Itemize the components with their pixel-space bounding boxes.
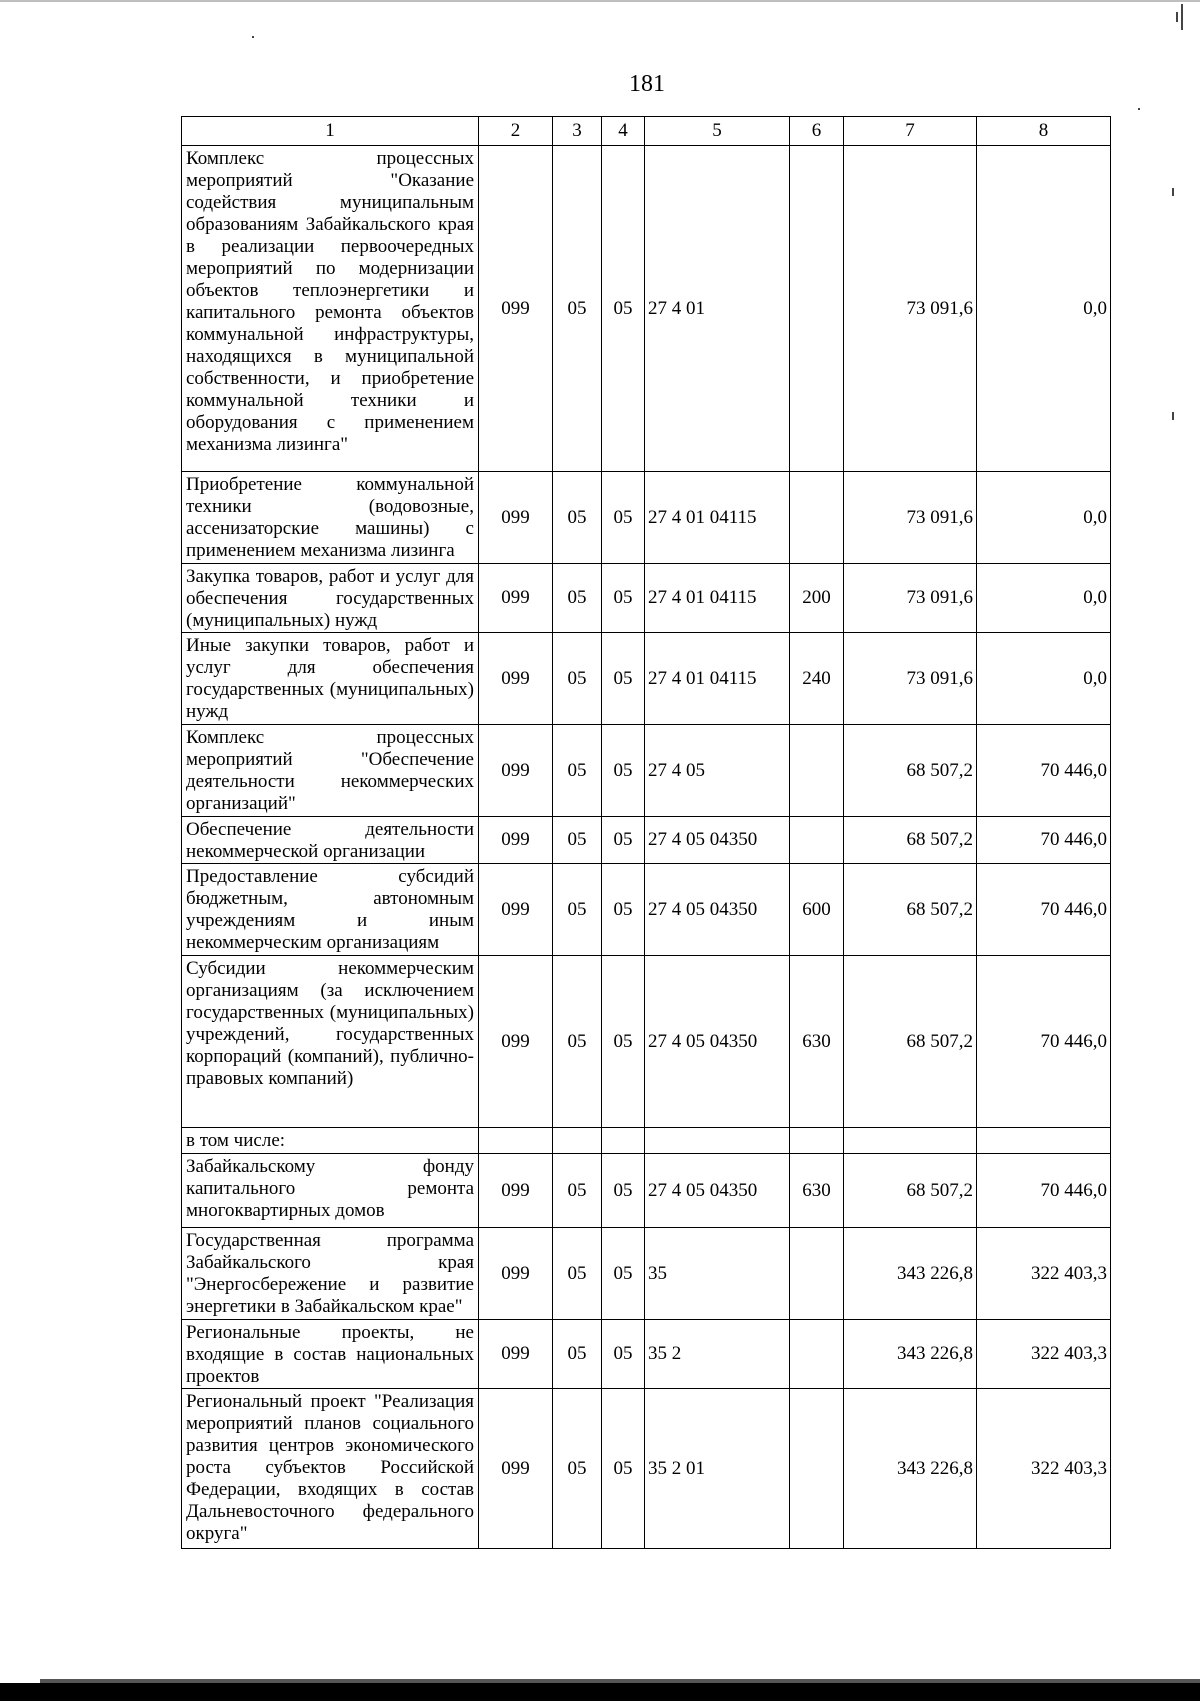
- target-article-cell: 27 4 05: [645, 725, 790, 817]
- scan-speck: [1172, 188, 1174, 196]
- subsection-cell: 05: [602, 146, 645, 472]
- code-cell: 099: [479, 564, 553, 633]
- amount-cell: 68 507,2: [844, 725, 977, 817]
- section-cell: 05: [553, 725, 602, 817]
- scan-speck: [1138, 108, 1140, 110]
- amount-cell: 322 403,3: [977, 1389, 1111, 1549]
- table-header-row: [182, 117, 1111, 146]
- section-cell: 05: [553, 472, 602, 564]
- amount-cell: 343 226,8: [844, 1228, 977, 1320]
- amount-cell: 73 091,6: [844, 633, 977, 725]
- row-name-cell: Забайкальскому фонду капитального ремонта многоквартирных домов: [182, 1154, 479, 1228]
- column-header: 4: [602, 117, 645, 146]
- code-cell: 099: [479, 1389, 553, 1549]
- expense-type-cell: [790, 1320, 844, 1389]
- scan-speck: [1176, 12, 1178, 22]
- amount-cell: 70 446,0: [977, 1154, 1111, 1228]
- target-article-cell: 27 4 05 04350: [645, 956, 790, 1128]
- expense-type-cell: 630: [790, 956, 844, 1128]
- expense-type-cell: [790, 1389, 844, 1549]
- subsection-cell: 05: [602, 1389, 645, 1549]
- code-cell: 099: [479, 146, 553, 472]
- expense-type-cell: [790, 817, 844, 864]
- amount-cell: 70 446,0: [977, 725, 1111, 817]
- section-cell: 05: [553, 1154, 602, 1228]
- target-article-cell: 35 2: [645, 1320, 790, 1389]
- section-cell: 05: [553, 146, 602, 472]
- scan-bottom-edge: [0, 1683, 1200, 1701]
- amount-cell: 343 226,8: [844, 1389, 977, 1549]
- subsection-cell: 05: [602, 725, 645, 817]
- row-name-cell: Комплекс процессных мероприятий "Оказание содействия муниципальным образованиям Забайкальского края в реализации первоочередных мероприятий по модернизации объектов теплоэнергетики и капитального ремонта объектов коммунальной инфраструктуры, находящихся в муниципальной собственности, и приобретение коммунальной техники и оборудования с применением механизма лизинга": [182, 146, 479, 472]
- code-cell: 099: [479, 1320, 553, 1389]
- amount-cell: [977, 1128, 1111, 1154]
- expense-type-cell: [790, 1228, 844, 1320]
- column-header: 1: [182, 117, 479, 146]
- table-row: [182, 146, 1111, 472]
- code-cell: 099: [479, 725, 553, 817]
- subsection-cell: 05: [602, 633, 645, 725]
- row-name-cell: Региональные проекты, не входящие в состав национальных проектов: [182, 1320, 479, 1389]
- target-article-cell: 27 4 05 04350: [645, 817, 790, 864]
- row-name-cell: Закупка товаров, работ и услуг для обеспечения государственных (муниципальных) нужд: [182, 564, 479, 633]
- subsection-cell: 05: [602, 956, 645, 1128]
- row-name-cell: Комплекс процессных мероприятий "Обеспечение деятельности некоммерческих организаций": [182, 725, 479, 817]
- column-header: 8: [977, 117, 1111, 146]
- row-name-cell: в том числе:: [182, 1128, 479, 1154]
- column-header: 6: [790, 117, 844, 146]
- amount-cell: 73 091,6: [844, 146, 977, 472]
- code-cell: [479, 1128, 553, 1154]
- scan-top-edge: [0, 0, 1200, 2]
- table-row: [182, 1128, 1111, 1154]
- amount-cell: 70 446,0: [977, 817, 1111, 864]
- expense-type-cell: [790, 146, 844, 472]
- table-row: [182, 633, 1111, 725]
- target-article-cell: 27 4 05 04350: [645, 864, 790, 956]
- expense-type-cell: 600: [790, 864, 844, 956]
- section-cell: 05: [553, 817, 602, 864]
- row-name-cell: Региональный проект "Реализация мероприятий планов социального развития центров экономического роста субъектов Российской Федерации, входящих в состав Дальневосточного федерального округа": [182, 1389, 479, 1549]
- code-cell: 099: [479, 956, 553, 1128]
- table-row: [182, 956, 1111, 1128]
- column-header: 3: [553, 117, 602, 146]
- scan-speck: [252, 36, 254, 38]
- scan-speck: [1181, 4, 1183, 30]
- amount-cell: 70 446,0: [977, 864, 1111, 956]
- expense-type-cell: [790, 725, 844, 817]
- target-article-cell: 27 4 01 04115: [645, 564, 790, 633]
- row-name-cell: Субсидии некоммерческим организациям (за исключением государственных (муниципальных) учреждений, государственных корпораций (компаний), публично-правовых компаний): [182, 956, 479, 1128]
- budget-table: [181, 116, 1111, 1549]
- subsection-cell: 05: [602, 864, 645, 956]
- row-name-cell: Предоставление субсидий бюджетным, автономным учреждениям и иным некоммерческим организациям: [182, 864, 479, 956]
- target-article-cell: 27 4 01 04115: [645, 472, 790, 564]
- target-article-cell: 27 4 05 04350: [645, 1154, 790, 1228]
- section-cell: 05: [553, 564, 602, 633]
- table-row: [182, 472, 1111, 564]
- amount-cell: 0,0: [977, 633, 1111, 725]
- table-row: [182, 1228, 1111, 1320]
- section-cell: 05: [553, 864, 602, 956]
- amount-cell: 322 403,3: [977, 1228, 1111, 1320]
- amount-cell: 68 507,2: [844, 817, 977, 864]
- expense-type-cell: 240: [790, 633, 844, 725]
- amount-cell: 68 507,2: [844, 1154, 977, 1228]
- amount-cell: 73 091,6: [844, 472, 977, 564]
- table-row: [182, 864, 1111, 956]
- amount-cell: 343 226,8: [844, 1320, 977, 1389]
- expense-type-cell: [790, 472, 844, 564]
- section-cell: 05: [553, 956, 602, 1128]
- row-name-cell: Иные закупки товаров, работ и услуг для обеспечения государственных (муниципальных) нужд: [182, 633, 479, 725]
- amount-cell: 0,0: [977, 472, 1111, 564]
- code-cell: 099: [479, 817, 553, 864]
- section-cell: 05: [553, 1389, 602, 1549]
- subsection-cell: 05: [602, 472, 645, 564]
- amount-cell: 68 507,2: [844, 956, 977, 1128]
- target-article-cell: 35 2 01: [645, 1389, 790, 1549]
- code-cell: 099: [479, 1228, 553, 1320]
- amount-cell: 70 446,0: [977, 956, 1111, 1128]
- code-cell: 099: [479, 472, 553, 564]
- code-cell: 099: [479, 633, 553, 725]
- target-article-cell: [645, 1128, 790, 1154]
- column-header: 2: [479, 117, 553, 146]
- amount-cell: 322 403,3: [977, 1320, 1111, 1389]
- table-row: [182, 817, 1111, 864]
- section-cell: 05: [553, 1228, 602, 1320]
- column-header: 5: [645, 117, 790, 146]
- table-row: [182, 1389, 1111, 1549]
- subsection-cell: 05: [602, 1154, 645, 1228]
- target-article-cell: 27 4 01: [645, 146, 790, 472]
- subsection-cell: 05: [602, 1320, 645, 1389]
- table-row: [182, 1320, 1111, 1389]
- amount-cell: 68 507,2: [844, 864, 977, 956]
- amount-cell: 73 091,6: [844, 564, 977, 633]
- section-cell: 05: [553, 1320, 602, 1389]
- row-name-cell: Обеспечение деятельности некоммерческой организации: [182, 817, 479, 864]
- expense-type-cell: [790, 1128, 844, 1154]
- table-row: [182, 725, 1111, 817]
- code-cell: 099: [479, 864, 553, 956]
- target-article-cell: 27 4 01 04115: [645, 633, 790, 725]
- page-number: 181: [629, 71, 665, 97]
- table-row: [182, 564, 1111, 633]
- section-cell: 05: [553, 633, 602, 725]
- expense-type-cell: 630: [790, 1154, 844, 1228]
- code-cell: 099: [479, 1154, 553, 1228]
- row-name-cell: Государственная программа Забайкальского края "Энергосбережение и развитие энергетики в Забайкальском крае": [182, 1228, 479, 1320]
- scan-speck: [1172, 412, 1174, 420]
- subsection-cell: [602, 1128, 645, 1154]
- amount-cell: [844, 1128, 977, 1154]
- amount-cell: 0,0: [977, 146, 1111, 472]
- section-cell: [553, 1128, 602, 1154]
- expense-type-cell: 200: [790, 564, 844, 633]
- subsection-cell: 05: [602, 817, 645, 864]
- table-row: [182, 1154, 1111, 1228]
- target-article-cell: 35: [645, 1228, 790, 1320]
- column-header: 7: [844, 117, 977, 146]
- amount-cell: 0,0: [977, 564, 1111, 633]
- row-name-cell: Приобретение коммунальной техники (водовозные, ассенизаторские машины) с применением механизма лизинга: [182, 472, 479, 564]
- subsection-cell: 05: [602, 564, 645, 633]
- subsection-cell: 05: [602, 1228, 645, 1320]
